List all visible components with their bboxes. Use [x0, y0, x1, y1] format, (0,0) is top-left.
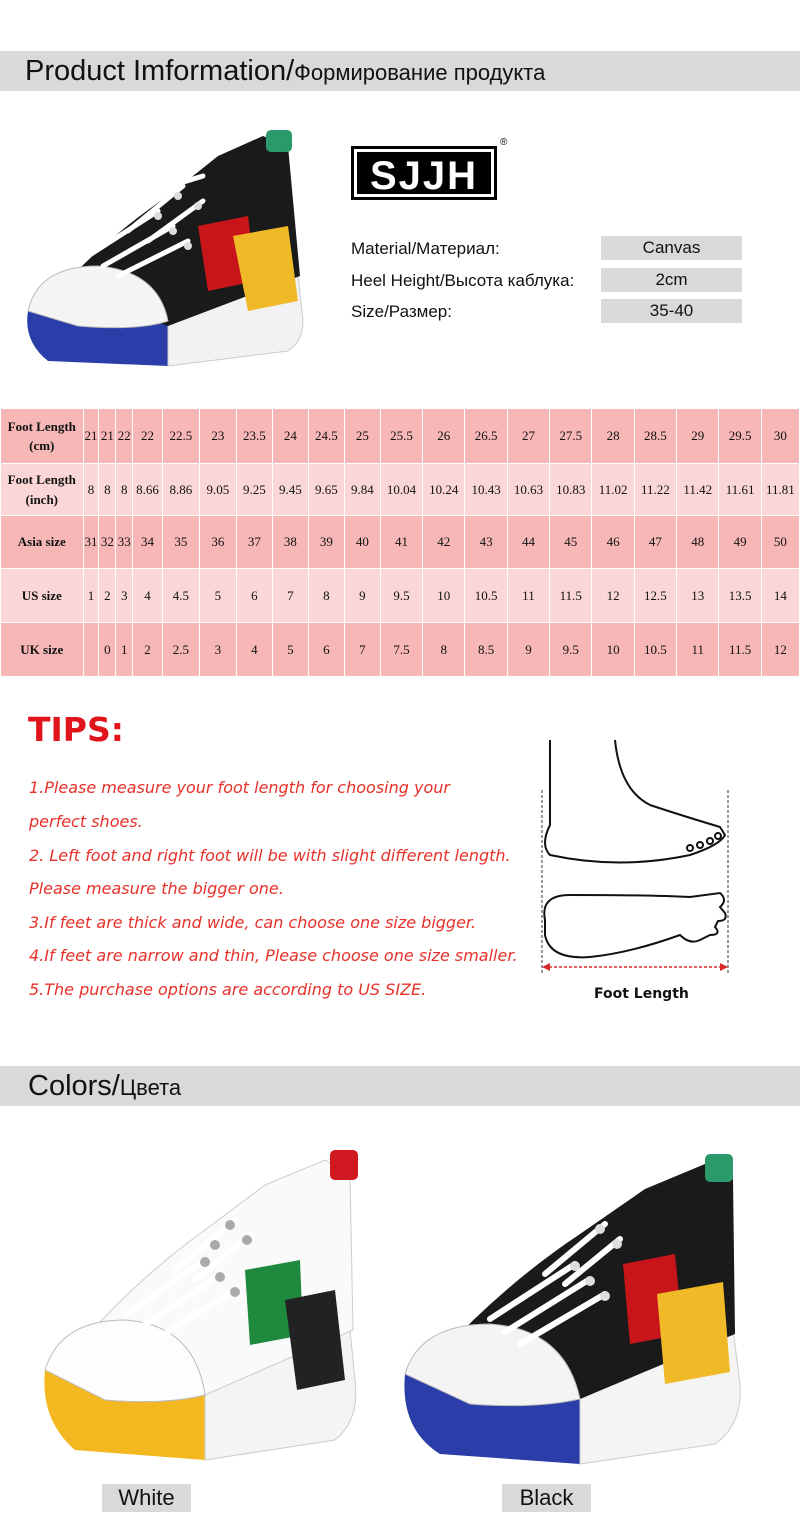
size-table-cell: 2 [99, 569, 116, 623]
size-table-cell: 2 [133, 623, 163, 677]
row-header-line: UK size [20, 641, 64, 657]
color-option-white[interactable]: White [102, 1484, 191, 1512]
tip-line: Please measure the bigger one. [29, 879, 284, 898]
size-table-row-header [1, 409, 84, 464]
size-table-row-header [1, 623, 84, 677]
size-table-cell: 11.61 [719, 464, 761, 516]
size-table-cell: 14 [761, 569, 799, 623]
foot-length-diagram [530, 735, 740, 980]
size-table-cell: 11 [507, 569, 549, 623]
size-table-cell: 6 [308, 623, 344, 677]
row-header-line: Foot Length [7, 418, 76, 434]
size-table-cell: 46 [592, 516, 634, 569]
tips-title: TIPS: [28, 710, 124, 749]
spec-heel-label: Heel Height/Высота каблука: [351, 271, 575, 290]
size-table-cell: 48 [677, 516, 719, 569]
size-chart-table [0, 408, 800, 677]
size-table-cell: 33 [116, 516, 133, 569]
black-sneaker-image [18, 126, 318, 376]
tip-line: 3.If feet are thick and wide, can choose one size bigger. [29, 913, 477, 932]
color-option-black[interactable]: Black [502, 1484, 591, 1512]
size-table-cell: 13.5 [719, 569, 761, 623]
row-header-line: US size [21, 587, 62, 603]
size-table-cell: 28.5 [634, 409, 676, 464]
size-table-cell: 24 [272, 409, 308, 464]
tip-line: 5.The purchase options are according to US SIZE. [29, 980, 427, 999]
size-table-row [1, 516, 800, 569]
size-table-cell: 39 [308, 516, 344, 569]
size-table-cell: 2.5 [162, 623, 199, 677]
size-table-cell: 10 [423, 569, 465, 623]
size-table-cell: 11.5 [550, 569, 592, 623]
row-header-unit: (inch) [25, 491, 59, 507]
size-table-cell: 10.24 [423, 464, 465, 516]
size-table-cell: 9 [344, 569, 380, 623]
section-title-ru: Цвета [119, 1075, 182, 1100]
size-table-row [1, 623, 800, 677]
registered-mark: ® [500, 137, 508, 148]
size-table-cell: 9.25 [236, 464, 272, 516]
size-table-cell: 23 [199, 409, 236, 464]
size-table-cell: 3 [116, 569, 133, 623]
size-table-cell: 7.5 [380, 623, 422, 677]
colors-header [0, 1066, 800, 1106]
size-table-row [1, 409, 800, 464]
size-table-cell: 40 [344, 516, 380, 569]
product-information-header [0, 51, 800, 91]
white-sneaker-image [35, 1150, 375, 1470]
black-sneaker-color-image [395, 1154, 755, 1474]
size-table-cell: 32 [99, 516, 116, 569]
size-table-cell: 22 [116, 409, 133, 464]
size-table-cell: 9.45 [272, 464, 308, 516]
size-table-row-header [1, 464, 84, 516]
size-table-cell: 10.83 [550, 464, 592, 516]
size-table-cell: 41 [380, 516, 422, 569]
size-table-cell: 49 [719, 516, 761, 569]
size-table-cell: 11.5 [719, 623, 761, 677]
spec-heel-value: 2cm [601, 268, 742, 292]
size-table-cell: 9.5 [380, 569, 422, 623]
size-table-cell: 8 [99, 464, 116, 516]
foot-length-caption: Foot Length [594, 986, 689, 1002]
size-table-cell: 22 [133, 409, 163, 464]
size-table-cell: 6 [236, 569, 272, 623]
brand-logo: SJJH [351, 146, 497, 200]
size-table-cell: 43 [465, 516, 507, 569]
row-header-unit: (cm) [29, 438, 55, 453]
size-table-cell: 11.81 [761, 464, 799, 516]
size-table-cell: 9.65 [308, 464, 344, 516]
row-header-line: Asia size [17, 534, 66, 550]
size-table-cell: 8 [116, 464, 133, 516]
size-table-cell: 12 [761, 623, 799, 677]
size-table-cell: 10.63 [507, 464, 549, 516]
size-table-cell: 23.5 [236, 409, 272, 464]
size-table-cell: 10.5 [634, 623, 676, 677]
size-table-cell: 44 [507, 516, 549, 569]
section-title-en: Product Imformation/ [25, 55, 295, 87]
tip-line: 2. Left foot and right foot will be with slight different length. [29, 846, 511, 865]
tip-line: 4.If feet are narrow and thin, Please choose one size smaller. [29, 946, 518, 965]
spec-material-value: Canvas [601, 236, 742, 260]
size-table-cell: 21 [99, 409, 116, 464]
spec-size-value: 35-40 [601, 299, 742, 323]
spec-material-label: Material/Материал: [351, 239, 500, 258]
size-table-cell: 4.5 [162, 569, 199, 623]
size-table-cell: 10 [592, 623, 634, 677]
size-table-cell: 31 [83, 516, 99, 569]
size-table-cell: 8.5 [465, 623, 507, 677]
size-table-cell: 12.5 [634, 569, 676, 623]
size-table-cell: 11.22 [634, 464, 676, 516]
size-table-cell: 37 [236, 516, 272, 569]
size-table-cell: 1 [116, 623, 133, 677]
size-table-cell: 30 [761, 409, 799, 464]
spec-size-label: Size/Размер: [351, 302, 452, 321]
section-title-ru: Формирование продукта [294, 60, 546, 85]
size-table-cell: 1 [83, 569, 99, 623]
size-table-cell: 25 [344, 409, 380, 464]
size-table-row [1, 464, 800, 516]
size-table-cell: 26 [423, 409, 465, 464]
size-table-cell: 4 [133, 569, 163, 623]
size-table-cell: 8.66 [133, 464, 163, 516]
size-table-cell: 29 [677, 409, 719, 464]
size-table-cell: 7 [272, 569, 308, 623]
size-table-cell: 38 [272, 516, 308, 569]
size-table-cell: 0 [99, 623, 116, 677]
row-header-line: Foot Length [7, 472, 76, 487]
tip-line: perfect shoes. [29, 812, 143, 831]
size-table-cell: 26.5 [465, 409, 507, 464]
size-table-cell: 13 [677, 569, 719, 623]
size-table-cell: 5 [199, 569, 236, 623]
size-table-cell: 47 [634, 516, 676, 569]
tip-line: 1.Please measure your foot length for choosing your [29, 778, 450, 797]
size-table-cell: 11.02 [592, 464, 634, 516]
section-title-en: Colors/ [28, 1070, 120, 1102]
size-table-cell [83, 623, 99, 677]
size-table-cell: 22.5 [162, 409, 199, 464]
size-table-cell: 21 [83, 409, 99, 464]
size-table-cell: 4 [236, 623, 272, 677]
size-table-cell: 35 [162, 516, 199, 569]
size-table-cell: 27 [507, 409, 549, 464]
size-table-cell: 9.05 [199, 464, 236, 516]
size-table-cell: 24.5 [308, 409, 344, 464]
size-table-cell: 5 [272, 623, 308, 677]
size-table-cell: 8.86 [162, 464, 199, 516]
size-table-row-header [1, 516, 84, 569]
size-table-cell: 50 [761, 516, 799, 569]
size-table-cell: 36 [199, 516, 236, 569]
size-table-cell: 8 [83, 464, 99, 516]
size-table-cell: 8 [423, 623, 465, 677]
size-table-cell: 29.5 [719, 409, 761, 464]
size-table-row [1, 569, 800, 623]
size-table-cell: 9.84 [344, 464, 380, 516]
size-table-cell: 10.04 [380, 464, 422, 516]
size-table-cell: 10.5 [465, 569, 507, 623]
size-table-cell: 11.42 [677, 464, 719, 516]
size-table-cell: 45 [550, 516, 592, 569]
size-table-cell: 42 [423, 516, 465, 569]
size-table-cell: 9 [507, 623, 549, 677]
size-table-cell: 9.5 [550, 623, 592, 677]
size-table-cell: 10.43 [465, 464, 507, 516]
size-table-cell: 27.5 [550, 409, 592, 464]
size-table-cell: 3 [199, 623, 236, 677]
size-table-cell: 11 [677, 623, 719, 677]
size-table-cell: 12 [592, 569, 634, 623]
size-table-cell: 7 [344, 623, 380, 677]
size-table-cell: 8 [308, 569, 344, 623]
size-table-cell: 28 [592, 409, 634, 464]
size-table-row-header [1, 569, 84, 623]
size-table-cell: 34 [133, 516, 163, 569]
size-table-cell: 25.5 [380, 409, 422, 464]
